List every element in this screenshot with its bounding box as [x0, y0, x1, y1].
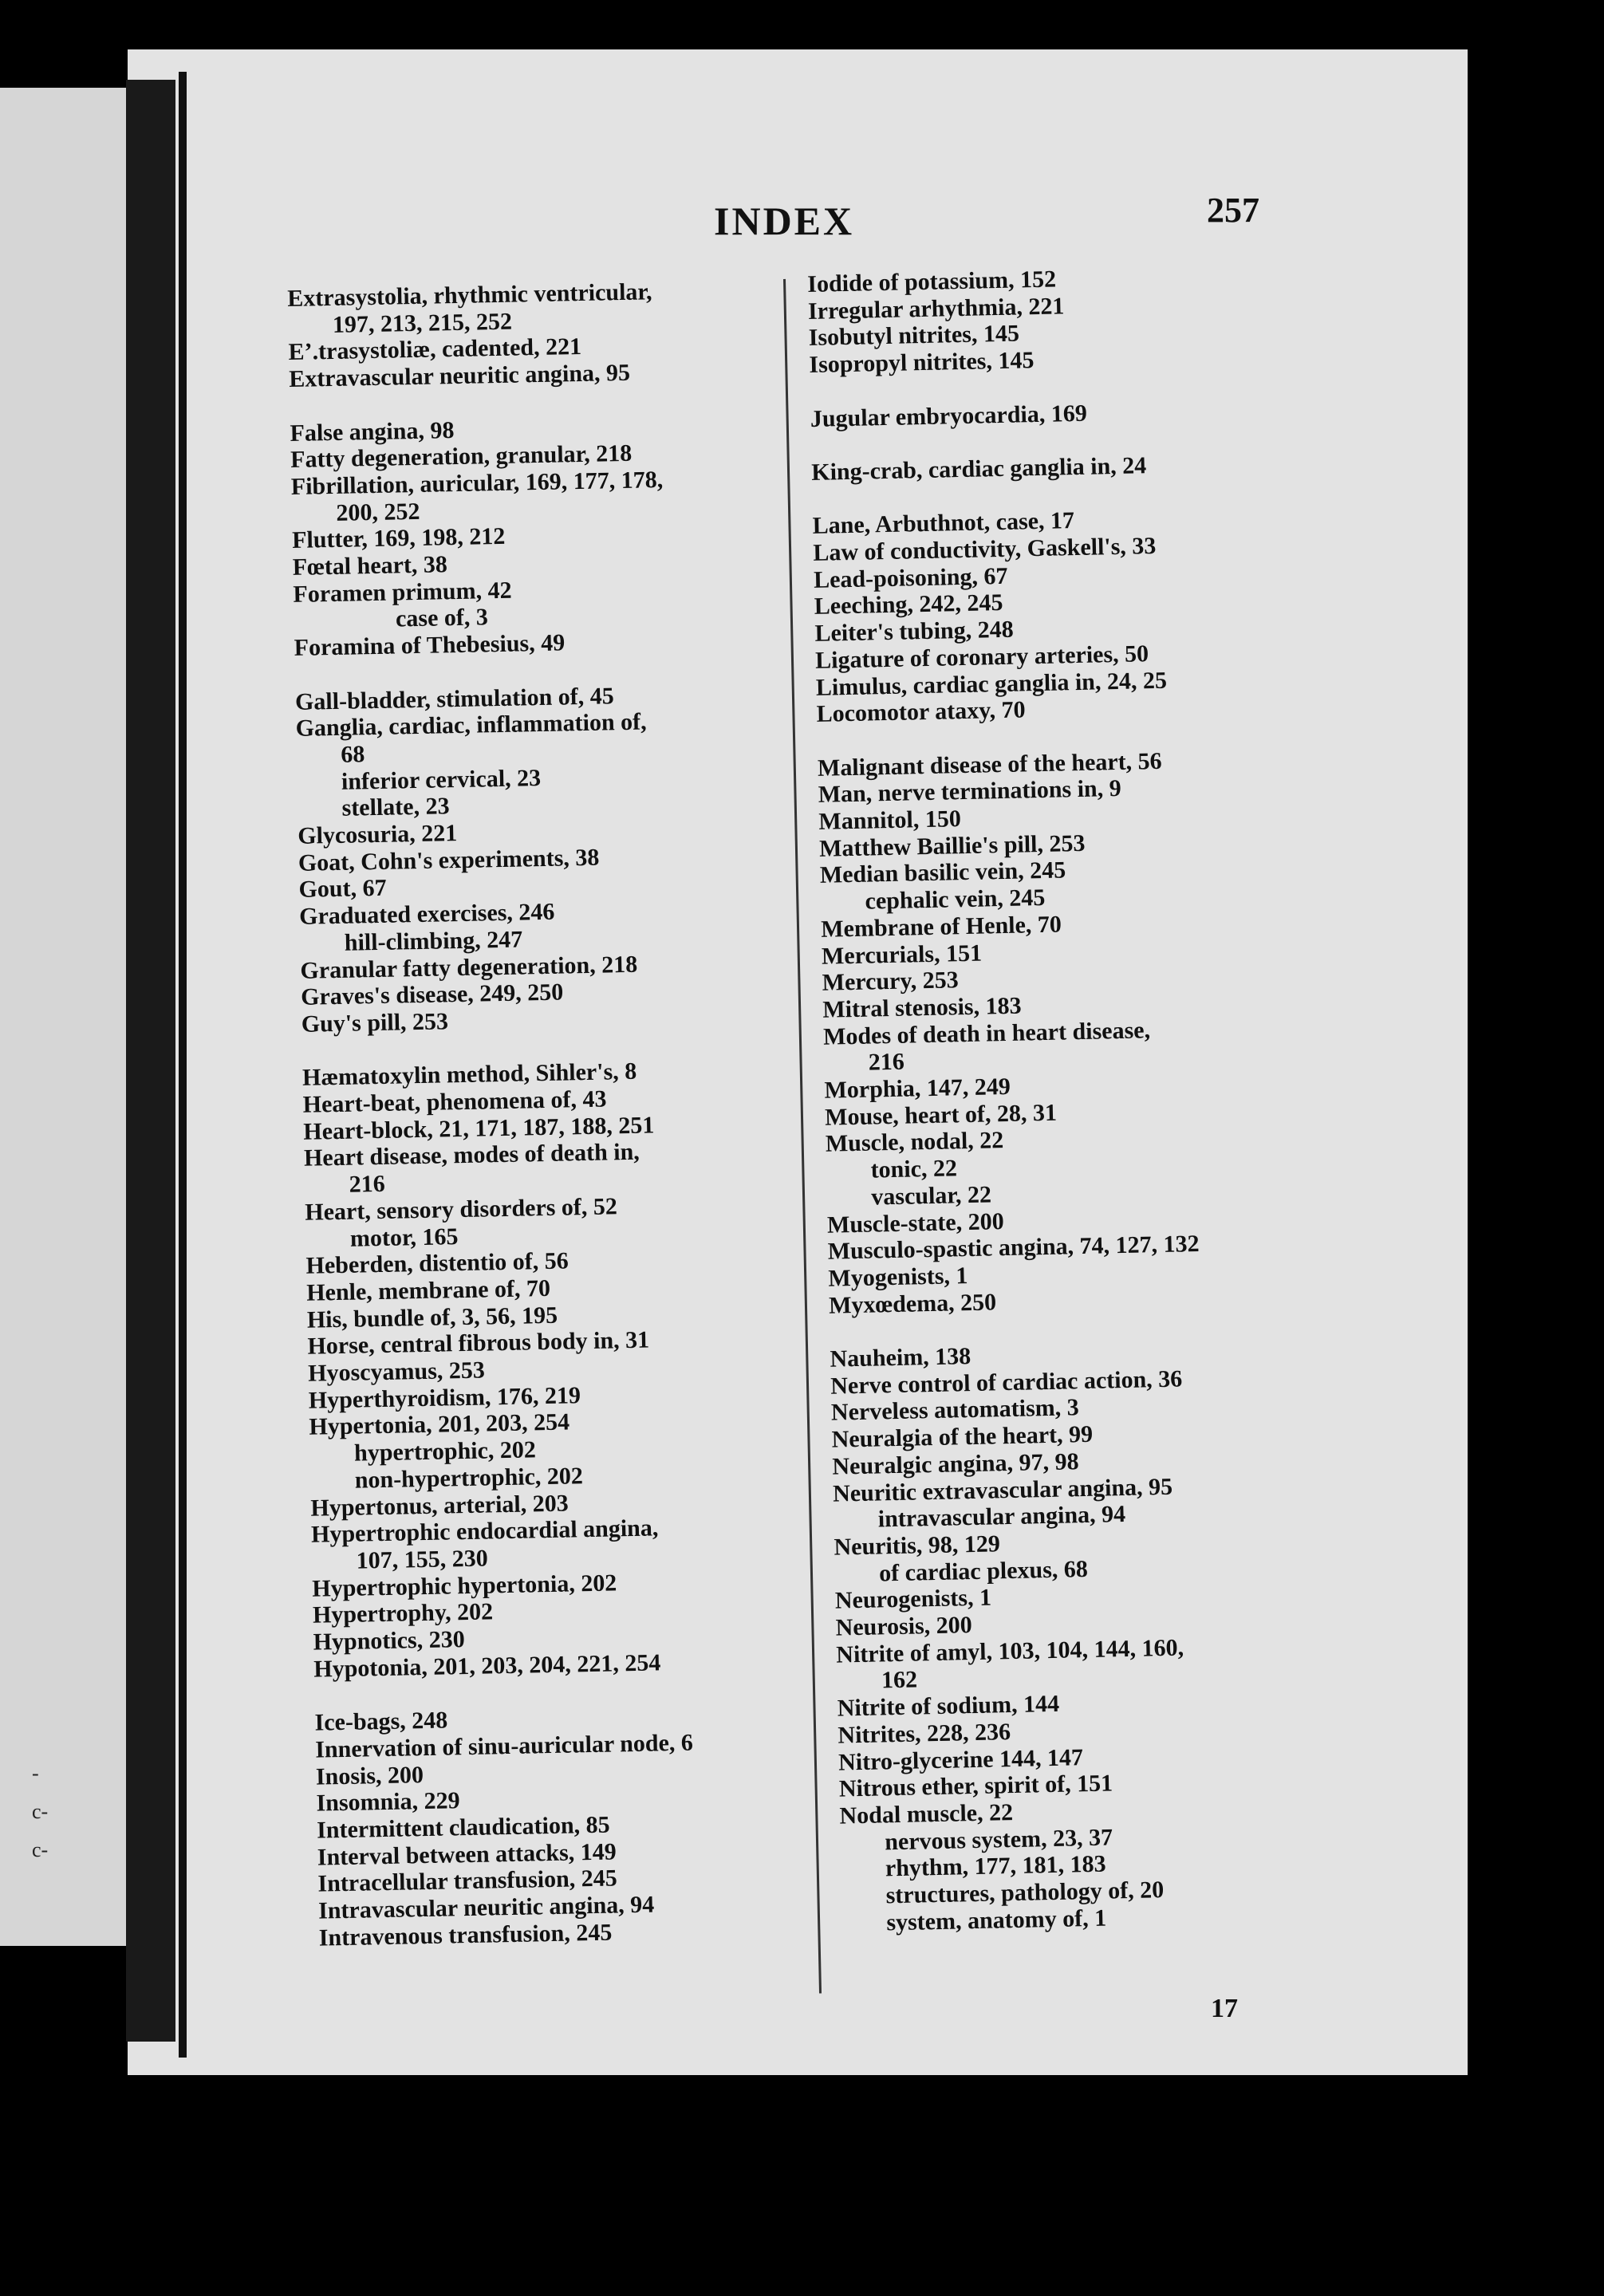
index-entry: Hypnotics, 230	[313, 1626, 465, 1656]
page-fold-line	[179, 72, 187, 2058]
index-entry: Granular fatty degeneration, 218	[300, 951, 638, 984]
index-entry: Mercurials, 151	[821, 939, 983, 970]
edge-mark: -	[32, 1762, 39, 1785]
index-entry: Median basilic vein, 245	[819, 857, 1066, 889]
index-subentry: 216	[349, 1171, 385, 1198]
index-entry: Myxœdema, 250	[828, 1288, 997, 1319]
index-entry: Heart-block, 21, 171, 187, 188, 251	[303, 1112, 655, 1145]
index-entry: Nodal muscle, 22	[839, 1799, 1014, 1829]
index-entry: Law of conductivity, Gaskell's, 33	[813, 532, 1157, 566]
index-entry: Graves's disease, 249, 250	[300, 979, 564, 1011]
page-number: 257	[1207, 191, 1259, 230]
index-entry: Hypertrophic hypertonia, 202	[312, 1569, 617, 1602]
page-title: INDEX	[714, 199, 855, 243]
index-entry: Hypotonia, 201, 203, 204, 221, 254	[313, 1649, 661, 1683]
index-subentry: vascular, 22	[870, 1181, 992, 1211]
index-entry: Neuritis, 98, 129	[834, 1530, 1001, 1561]
index-subentry: 107, 155, 230	[356, 1545, 489, 1574]
index-subentry: nervous system, 23, 37	[884, 1824, 1113, 1856]
index-entry: Fibrillation, auricular, 169, 177, 178,	[290, 466, 664, 500]
index-entry: King-crab, cardiac ganglia in, 24	[810, 452, 1147, 486]
index-entry: Goat, Cohn's experiments, 38	[298, 844, 600, 876]
index-entry: Henle, membrane of, 70	[305, 1274, 551, 1306]
index-entry: Mouse, heart of, 28, 31	[824, 1099, 1058, 1131]
index-subentry: 200, 252	[336, 498, 420, 526]
index-subentry: cephalic vein, 245	[865, 884, 1046, 915]
index-entry: Hyoscyamus, 253	[307, 1357, 486, 1387]
index-entry: Man, nerve terminations in, 9	[818, 775, 1121, 809]
index-subentry: motor, 165	[349, 1223, 459, 1252]
index-entry: Glycosuria, 221	[297, 820, 458, 849]
index-subentry: 216	[868, 1048, 905, 1076]
index-entry: Ice-bags, 248	[314, 1707, 448, 1736]
index-subentry: 68	[340, 741, 365, 768]
edge-mark: c-	[32, 1838, 49, 1861]
index-entry: Neuritic extravascular angina, 95	[832, 1473, 1173, 1507]
index-entry: Heart, sensory disorders of, 52	[304, 1193, 618, 1226]
index-entry: Nitrous ether, spirit of, 151	[838, 1770, 1113, 1802]
index-entry: Intravenous transfusion, 245	[318, 1919, 613, 1951]
index-entry: Inosis, 200	[315, 1761, 424, 1790]
index-entry: Ligature of coronary arteries, 50	[814, 640, 1149, 674]
index-entry: Intravascular neuritic angina, 94	[317, 1891, 655, 1924]
index-entry: Mannitol, 150	[818, 805, 962, 835]
index-entry: Foramen primum, 42	[293, 577, 512, 608]
index-entry: Modes of death in heart disease,	[822, 1016, 1151, 1050]
index-entry: Graduated exercises, 246	[298, 898, 555, 930]
index-entry: Matthew Baillie's pill, 253	[818, 829, 1086, 862]
index-entry: E’.trasystoliæ, cadented, 221	[288, 333, 582, 366]
index-subentry: of cardiac plexus, 68	[878, 1555, 1089, 1587]
index-entry: Locomotor ataxy, 70	[816, 696, 1026, 728]
signature-mark: 17	[1211, 1994, 1238, 2023]
index-entry: Jugular embryocardia, 169	[810, 400, 1088, 432]
index-column-left	[287, 276, 830, 1951]
index-entry: Horse, central fibrous body in, 31	[307, 1326, 650, 1361]
adjacent-page-sliver	[0, 88, 126, 1946]
index-entry: Muscle, nodal, 22	[825, 1127, 1004, 1158]
index-entry: Leeching, 242, 245	[814, 589, 1003, 620]
index-entry: Nitro-glycerine 144, 147	[837, 1743, 1084, 1776]
index-entry: Neuralgia of the heart, 99	[831, 1420, 1094, 1453]
index-entry: Nauheim, 138	[830, 1343, 971, 1372]
index-subentry: 197, 213, 215, 252	[332, 308, 513, 338]
index-entry: Insomnia, 229	[316, 1787, 460, 1817]
index-subentry: intravascular angina, 94	[877, 1501, 1126, 1533]
index-entry: Neurosis, 200	[835, 1612, 973, 1641]
index-entry: Muscle-state, 200	[826, 1207, 1004, 1239]
index-entry: Guy's pill, 253	[301, 1008, 449, 1038]
index-column-right	[807, 261, 1353, 1937]
index-entry: Nitrites, 228, 236	[837, 1718, 1011, 1749]
index-entry: Nerve control of cardiac action, 36	[830, 1365, 1183, 1400]
index-subentry: tonic, 22	[870, 1155, 958, 1183]
index-entry: Heart disease, modes of death in,	[303, 1139, 640, 1172]
index-entry: Neuralgic angina, 97, 98	[832, 1448, 1079, 1480]
book-gutter	[126, 80, 175, 2042]
index-entry: Interval between attacks, 149	[317, 1838, 617, 1871]
index-entry: Gall-bladder, stimulation of, 45	[294, 682, 615, 715]
index-entry: False angina, 98	[290, 416, 455, 447]
index-entry: Heart-beat, phenomena of, 43	[302, 1085, 607, 1118]
index-entry: Gout, 67	[298, 875, 387, 904]
index-subentry: hill-climbing, 247	[344, 926, 523, 956]
index-entry: Hypertonia, 201, 203, 254	[309, 1408, 570, 1441]
index-entry: Lead-poisoning, 67	[813, 562, 1008, 593]
index-subentry: 162	[881, 1666, 918, 1694]
adjacent-page-edge-marks	[32, 1754, 48, 1869]
index-entry: Intracellular transfusion, 245	[317, 1865, 618, 1898]
index-entry: Extravascular neuritic angina, 95	[288, 359, 631, 393]
index-entry: Hypertonus, arterial, 203	[310, 1490, 569, 1522]
index-entry: Isobutyl nitrites, 145	[808, 320, 1020, 352]
index-subentry: system, anatomy of, 1	[886, 1904, 1107, 1936]
edge-mark: c-	[32, 1800, 49, 1823]
index-entry: His, bundle of, 3, 56, 195	[306, 1302, 558, 1333]
index-entry: Limulus, cardiac ganglia in, 24, 25	[815, 667, 1168, 701]
index-entry: Intermittent claudication, 85	[316, 1811, 610, 1844]
index-entry: Neurogenists, 1	[834, 1584, 992, 1615]
index-entry: Innervation of sinu-auricular node, 6	[314, 1729, 694, 1763]
index-entry: Leiter's tubing, 248	[814, 616, 1014, 647]
index-entry: Extrasystolia, rhythmic ventricular,	[287, 278, 652, 312]
index-entry: Hyperthyroidism, 176, 219	[308, 1381, 581, 1414]
index-subentry: non-hypertrophic, 202	[354, 1463, 584, 1494]
index-subentry: stellate, 23	[341, 793, 450, 822]
index-subentry: hypertrophic, 202	[353, 1436, 537, 1467]
index-entry: Nitrite of amyl, 103, 104, 144, 160,	[835, 1634, 1184, 1668]
index-entry: Foramina of Thebesius, 49	[294, 629, 566, 662]
index-entry: Malignant disease of the heart, 56	[817, 747, 1162, 782]
index-entry: Flutter, 169, 198, 212	[291, 523, 506, 554]
index-entry: Hypertrophic endocardial angina,	[310, 1514, 659, 1549]
index-entry: Irregular arhythmia, 221	[807, 292, 1065, 325]
index-entry: Nerveless automatism, 3	[830, 1394, 1080, 1427]
index-entry: Fatty degeneration, granular, 218	[290, 439, 633, 474]
index-entry: Nitrite of sodium, 144	[837, 1690, 1060, 1722]
index-entry: Musculo-spastic angina, 74, 127, 132	[827, 1231, 1200, 1265]
index-entry: Fœtal heart, 38	[292, 551, 448, 581]
index-entry: Mitral stenosis, 183	[822, 992, 1022, 1023]
index-entry: Lane, Arbuthnot, case, 17	[812, 507, 1075, 540]
index-entry: Morphia, 147, 249	[824, 1073, 1011, 1104]
index-entry: Ganglia, cardiac, inflammation of,	[295, 708, 647, 742]
index-subentry: case of, 3	[395, 604, 489, 632]
index-entry: Isopropyl nitrites, 145	[809, 347, 1035, 379]
index-entry: Membrane of Henle, 70	[820, 911, 1062, 943]
index-subentry: structures, pathology of, 20	[885, 1877, 1165, 1909]
index-entry: Hæmatoxylin method, Sihler's, 8	[301, 1058, 637, 1092]
index-entry: Hypertrophy, 202	[312, 1598, 494, 1629]
index-entry: Iodide of potassium, 152	[807, 266, 1057, 297]
index-entry: Myogenists, 1	[828, 1262, 968, 1292]
index-subentry: inferior cervical, 23	[341, 764, 542, 795]
index-entry: Mercury, 253	[822, 967, 960, 997]
index-entry: Heberden, distentio of, 56	[305, 1247, 569, 1280]
index-subentry: rhythm, 177, 181, 183	[885, 1851, 1106, 1882]
